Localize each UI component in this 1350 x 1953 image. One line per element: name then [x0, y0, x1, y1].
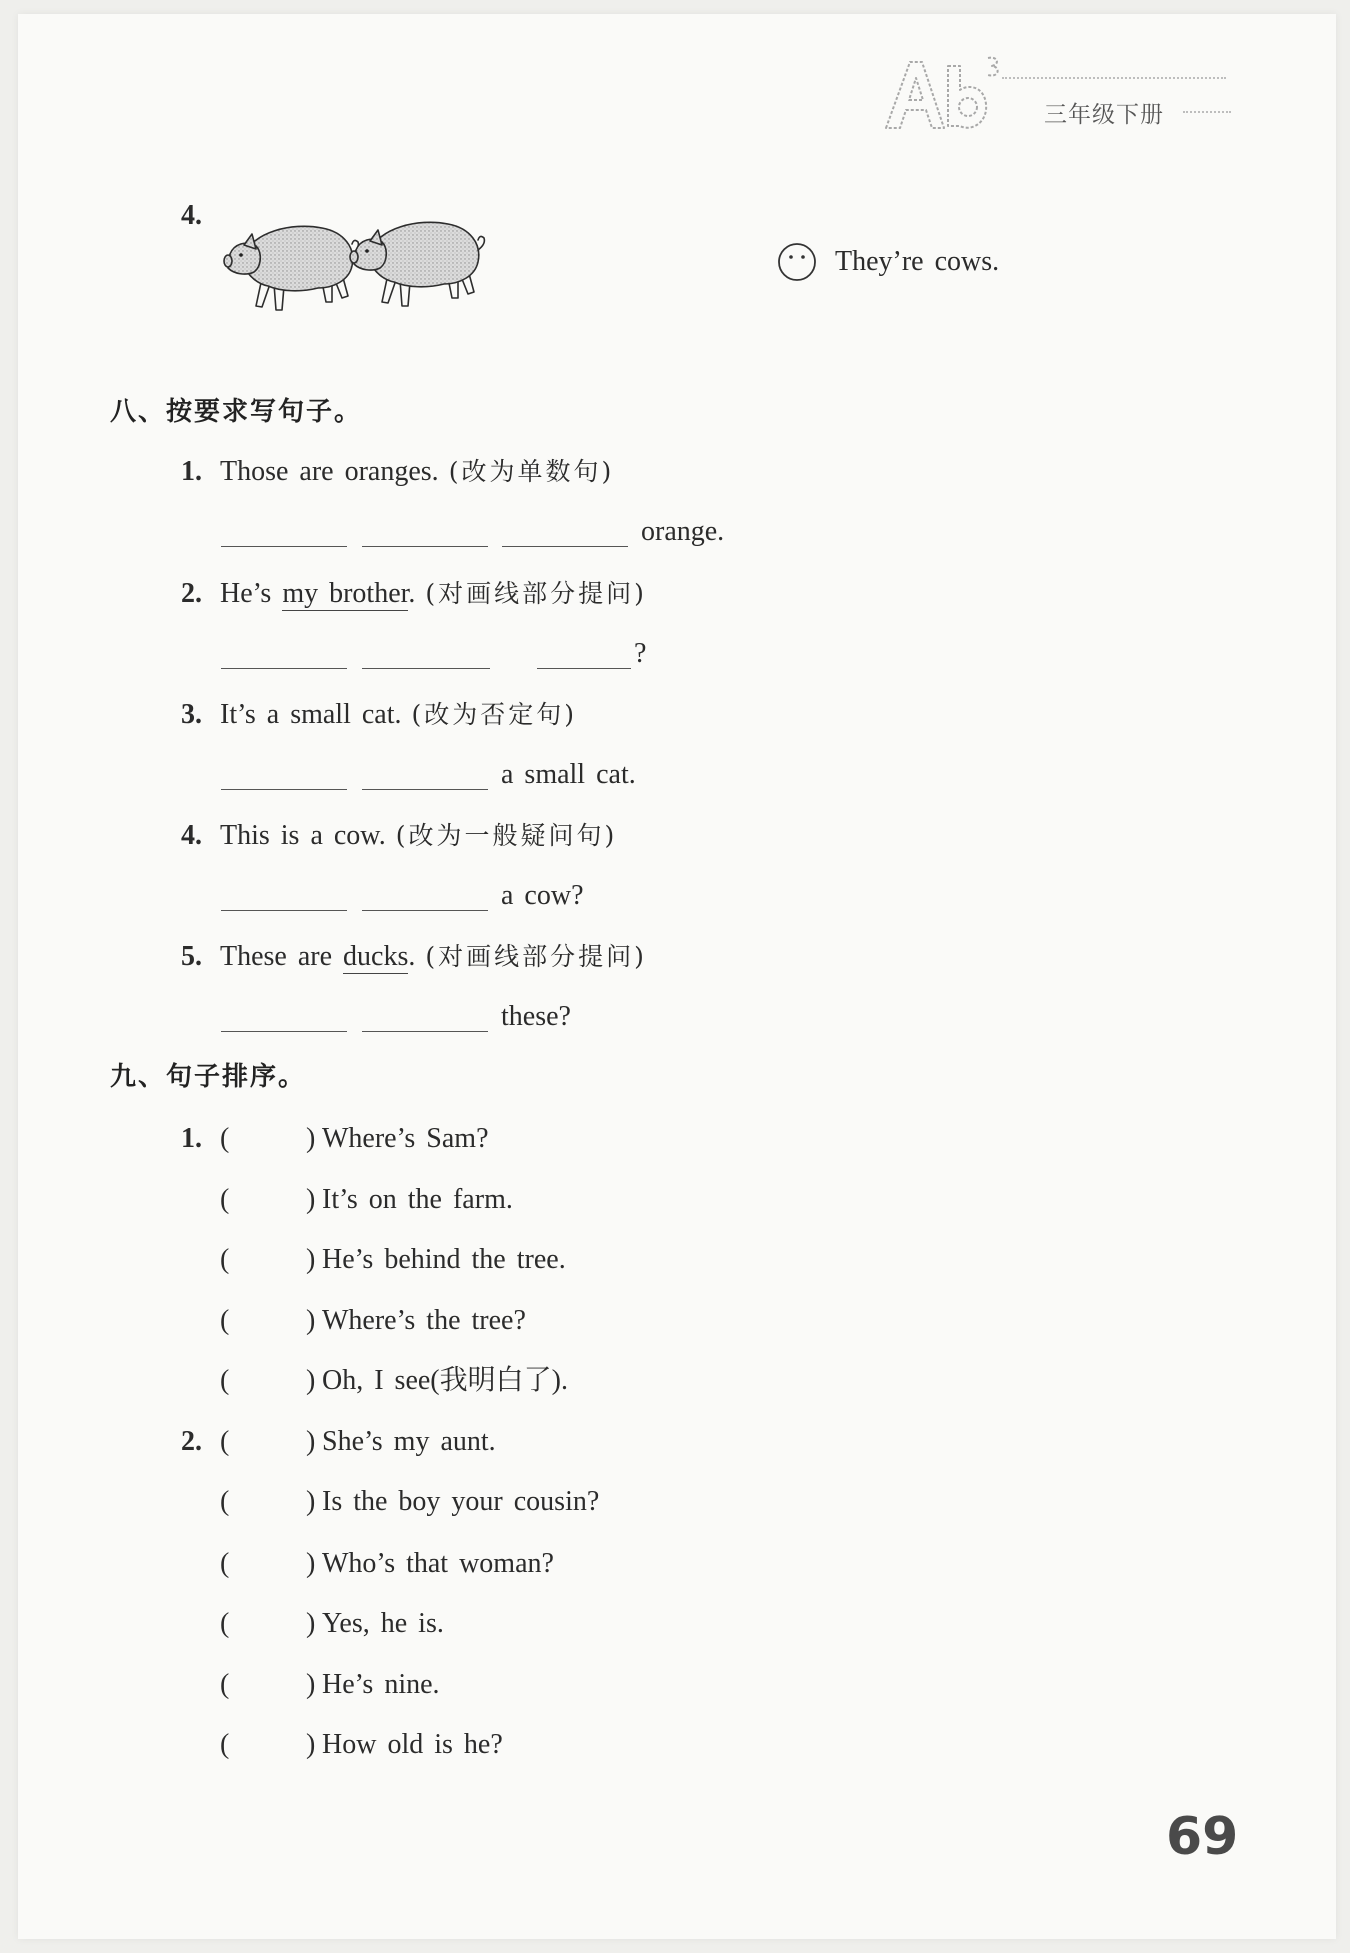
bracket-close: ) — [306, 1426, 316, 1457]
ordering-sentence: Oh, I see(我明白了). — [322, 1365, 568, 1396]
bracket-close: ) — [306, 1305, 316, 1336]
ordering-sentence: Is the boy your cousin? — [322, 1486, 600, 1517]
bracket-open: ( — [220, 1486, 230, 1517]
ordering-sentence: Where’s the tree? — [322, 1305, 526, 1336]
answer-row — [0, 999, 1350, 1035]
answer-blank — [221, 514, 347, 547]
item-sentence-end: . — [408, 941, 416, 972]
answer-row — [0, 514, 1350, 550]
item-text — [220, 818, 617, 854]
ordering-item — [0, 1182, 1350, 1218]
item-sentence: This is a cow. — [220, 820, 386, 851]
ordering-item — [0, 1303, 1350, 1339]
ordering-sentence: He’s behind the tree. — [322, 1244, 566, 1275]
publisher-logo — [880, 52, 1008, 136]
ordering-sentence: How old is he? — [322, 1729, 503, 1760]
item-number: 1. — [181, 1123, 202, 1154]
ordering-item — [0, 1667, 1350, 1703]
answer-row — [0, 878, 1350, 914]
bracket-close: ) — [306, 1608, 316, 1639]
exercise-item — [0, 818, 1350, 854]
ordering-sentence: She’s my aunt. — [322, 1426, 496, 1457]
bracket-close: ) — [306, 1729, 316, 1760]
answer-blank — [362, 878, 488, 911]
ordering-item — [0, 1484, 1350, 1520]
item-text — [220, 697, 577, 733]
answer-blank — [221, 757, 347, 790]
item-instruction: (对画线部分提问) — [425, 942, 647, 971]
bracket-close: ) — [306, 1548, 316, 1579]
item-text — [220, 454, 614, 490]
answer-blank — [362, 757, 488, 790]
ordering-sentence: Where’s Sam? — [322, 1123, 489, 1154]
exercise-item — [0, 697, 1350, 733]
page-number: 69 — [1166, 1807, 1239, 1867]
bracket-close: ) — [306, 1184, 316, 1215]
answer-tail: orange. — [641, 516, 725, 547]
item-number: 2. — [181, 1426, 202, 1457]
bracket-open: ( — [220, 1244, 230, 1275]
answer-blank — [362, 636, 490, 669]
header-rule — [1183, 111, 1231, 113]
ordering-item — [0, 1242, 1350, 1278]
answer-blank — [221, 999, 347, 1032]
item-sentence: It’s a small cat. — [220, 699, 402, 730]
ordering-sentence: It’s on the farm. — [322, 1184, 513, 1215]
bracket-open: ( — [220, 1305, 230, 1336]
bracket-close: ) — [306, 1486, 316, 1517]
exercise-item — [0, 939, 1350, 975]
bracket-close: ) — [306, 1244, 316, 1275]
exercise-item — [0, 454, 1350, 490]
answer-tail: these? — [501, 1001, 571, 1032]
answer-blank — [502, 514, 628, 547]
item-text — [220, 576, 647, 612]
section-title-8: 八、按要求写句子。 — [110, 397, 363, 427]
ordering-item — [0, 1606, 1350, 1642]
bracket-close: ) — [306, 1123, 316, 1154]
ordering-sentence: He’s nine. — [322, 1669, 440, 1700]
item-number: 1. — [181, 456, 202, 487]
item-text — [220, 939, 647, 975]
answer-blank — [537, 636, 631, 669]
ordering-sentence: Who’s that woman? — [322, 1548, 554, 1579]
underlined-phrase: ducks — [343, 941, 409, 972]
bracket-open: ( — [220, 1365, 230, 1396]
question-number: 4. — [181, 200, 202, 231]
answer-statement: They’re cows. — [835, 246, 1000, 277]
answer-blank — [221, 636, 347, 669]
exercise-item — [0, 576, 1350, 612]
answer-blank — [362, 999, 488, 1032]
ordering-item — [0, 1363, 1350, 1399]
picture-item — [0, 198, 1350, 234]
section-title-9: 九、句子排序。 — [110, 1062, 307, 1092]
picture-answer-row — [0, 244, 1350, 280]
ordering-item — [0, 1727, 1350, 1763]
answer-blank — [221, 878, 347, 911]
item-number: 5. — [181, 941, 202, 972]
answer-tail: ? — [634, 638, 647, 669]
ordering-sentence: Yes, he is. — [322, 1608, 444, 1639]
bracket-open: ( — [220, 1426, 230, 1457]
bracket-open: ( — [220, 1608, 230, 1639]
item-sentence-start: These are — [220, 941, 344, 972]
answer-blank — [362, 514, 488, 547]
item-sentence-end: . — [408, 578, 416, 609]
item-instruction: (对画线部分提问) — [425, 579, 647, 608]
ordering-item — [0, 1424, 1350, 1460]
item-instruction: (改为单数句) — [448, 457, 615, 486]
underlined-phrase: my brother — [282, 578, 409, 609]
item-instruction: (改为一般疑问句) — [395, 821, 618, 850]
item-instruction: (改为否定句) — [411, 700, 578, 729]
bracket-open: ( — [220, 1123, 230, 1154]
item-number: 3. — [181, 699, 202, 730]
grade-label: 三年级下册 — [1044, 102, 1164, 128]
paper-sheet — [18, 14, 1336, 1939]
item-number: 2. — [181, 578, 202, 609]
bracket-open: ( — [220, 1184, 230, 1215]
item-sentence: Those are oranges. — [220, 456, 439, 487]
header-rule — [1002, 77, 1226, 79]
ordering-item — [0, 1546, 1350, 1582]
bracket-close: ) — [306, 1365, 316, 1396]
answer-row — [0, 757, 1350, 793]
bracket-open: ( — [220, 1548, 230, 1579]
answer-row — [0, 636, 1350, 672]
answer-tail: a cow? — [501, 880, 584, 911]
bracket-close: ) — [306, 1669, 316, 1700]
answer-tail: a small cat. — [501, 759, 636, 790]
item-number: 4. — [181, 820, 202, 851]
bracket-open: ( — [220, 1669, 230, 1700]
ordering-item — [0, 1121, 1350, 1157]
bracket-open: ( — [220, 1729, 230, 1760]
item-sentence-start: He’s — [220, 578, 283, 609]
